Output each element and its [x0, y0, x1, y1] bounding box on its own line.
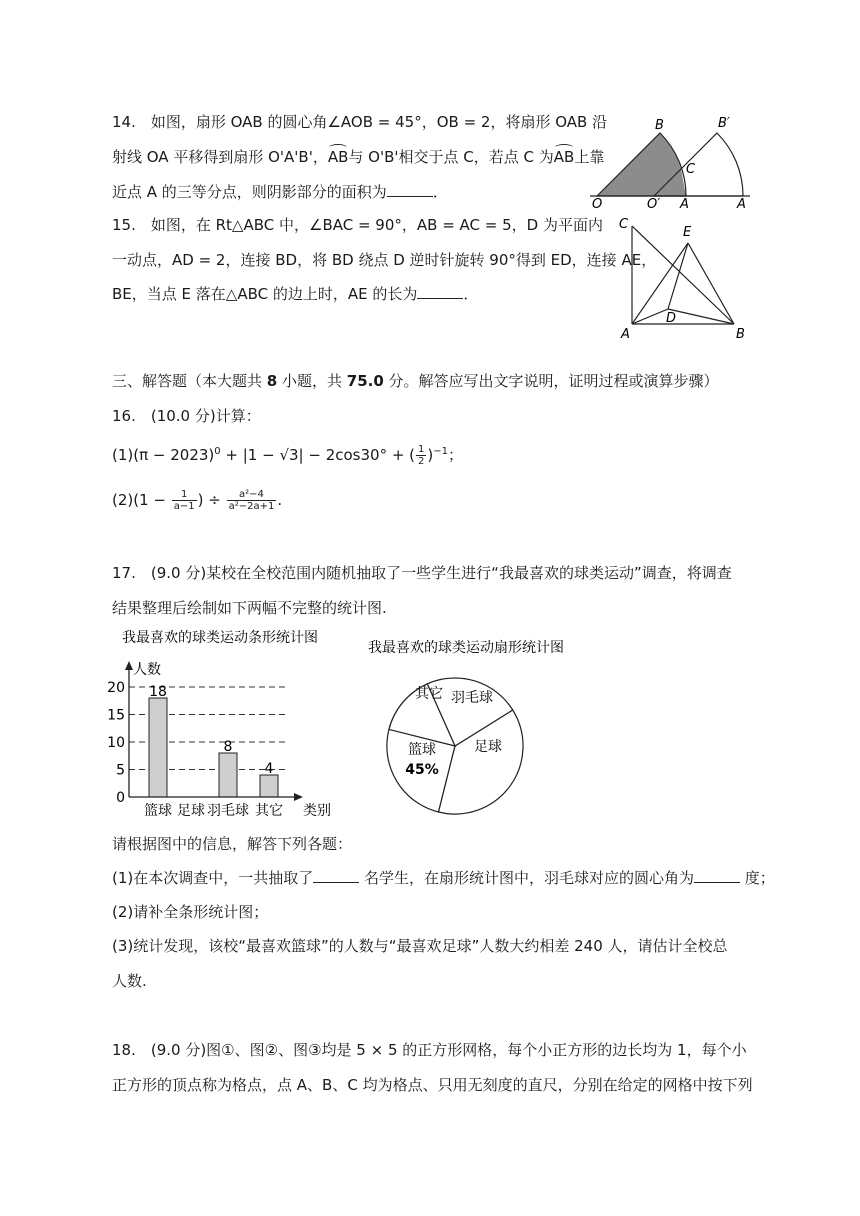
bar-value-label: 8	[223, 739, 233, 755]
y-tick-label: 20	[107, 680, 125, 696]
bar-chart	[107, 625, 362, 820]
x-category-label: 其它	[255, 803, 283, 819]
q16-title: 16. (10.0 分)计算：	[112, 407, 261, 425]
q15-answer-blank[interactable]	[417, 284, 463, 299]
q14-label-B: B	[655, 118, 664, 133]
y-tick-label: 10	[107, 735, 125, 751]
section3-heading: 三、解答题（本大题共 8 小题，共 75.0 分。解答应写出文字说明，证明过程或演算步骤）	[112, 372, 719, 390]
q17-sub3-line2: 人数.	[112, 972, 147, 990]
q14-line1: 14. 如图，扇形 OAB 的圆心角∠AOB = 45°，OB = 2，将扇形 OAB 沿	[112, 113, 608, 131]
x-category-label: 羽毛球	[207, 803, 249, 819]
y-tick-label: 15	[107, 707, 125, 724]
q14-sector-figure	[585, 108, 755, 212]
pie-percent-label: 45%	[405, 762, 439, 778]
bar-value-label: 18	[149, 684, 167, 700]
q14-line2-b: 与 O'B'相交于点 C，若点 C 为	[348, 148, 554, 166]
q15-line3-b: ．	[463, 285, 479, 303]
q17-blank-total[interactable]	[313, 868, 359, 883]
q15-line3-a: BE，当点 E 落在△ABC 的边上时，AE 的长为	[112, 285, 418, 303]
q14-line3-a: 近点 A 的三等分点，则阴影部分的面积为	[112, 183, 387, 201]
q15-label-B: B	[736, 327, 745, 342]
q17-sub2: (2)请补全条形统计图；	[112, 903, 269, 921]
q14-label-A: A	[680, 197, 689, 212]
bar-chart-xlabel: 类别	[303, 803, 331, 819]
pie-chart	[360, 635, 600, 835]
q17-line1: 17. (9.0 分)某校在全校范围内随机抽取了一些学生进行“我最喜欢的球类运动”调查，将调查	[112, 564, 732, 582]
pie-chart-title: 我最喜欢的球类运动扇形统计图	[368, 640, 564, 656]
bar	[149, 698, 167, 797]
q14-label-Ap: A	[737, 197, 746, 212]
pie-slice-label: 羽毛球	[451, 690, 493, 706]
q14-line2-c: 上靠	[574, 148, 605, 166]
q17-line2: 结果整理后绘制如下两幅不完整的统计图.	[112, 599, 387, 617]
pie-slice-label: 篮球	[408, 742, 436, 758]
pie-slice-label: 其它	[415, 686, 443, 702]
x-category-label: 篮球	[144, 803, 172, 819]
q15-triangle-figure	[612, 212, 762, 342]
q14-line3	[112, 182, 448, 202]
x-category-label: 足球	[177, 803, 205, 819]
q16-part2: (2)(1 − $\frac{1}{a-1}$ ) ÷ $\frac{\text{a²−4}}{\text{a²−2a+1}}$ .	[112, 489, 283, 512]
q15-line3	[112, 284, 478, 304]
q15-label-D: D	[666, 311, 677, 326]
q14-label-C: C	[686, 162, 696, 177]
q17-blank-angle[interactable]	[694, 868, 740, 883]
q15-label-C: C	[619, 217, 629, 232]
q15-label-E: E	[683, 225, 692, 240]
q18-line2: 正方形的顶点称为格点，点 A、B、C 均为格点、只用无刻度的直尺，分别在给定的网格中按下列	[112, 1076, 753, 1094]
q14-answer-blank[interactable]	[387, 182, 433, 197]
q14-arc-ab-1: AB	[328, 147, 349, 167]
y-tick-label: 0	[116, 790, 125, 806]
bar-value-label: 4	[264, 761, 274, 777]
q14-line2	[112, 147, 604, 167]
q16-part1: $(1)(\pi - 2023)^0 + |1 - √3| - 2\cos 30^\circ$ + ( $\frac{1}{2}$ )$^{-1}$；	[112, 444, 464, 467]
q14-line3-b: ．	[432, 183, 448, 201]
y-tick-label: 5	[116, 762, 125, 779]
bar-chart-ylabel: 人数	[133, 662, 161, 678]
q15-line1: 15. 如图，在 Rt△ABC 中，∠BAC = 90°，AB = AC = 5，D 为平面内	[112, 216, 603, 234]
q17-intro: 请根据图中的信息，解答下列各题：	[112, 835, 353, 853]
bar	[260, 775, 278, 797]
q18-line1: 18. (9.0 分)图①、图②、图③均是 5 × 5 的正方形网格，每个小正方形的边长均为 1，每个小	[112, 1041, 747, 1059]
pie-slice-label: 足球	[474, 739, 502, 755]
q15-label-A: A	[621, 327, 630, 342]
q14-label-Op: O′	[647, 197, 661, 212]
bar-chart-title: 我最喜欢的球类运动条形统计图	[122, 630, 318, 646]
q17-sub3-line1: (3)统计发现，该校“最喜欢篮球”的人数与“最喜欢足球”人数大约相差 240 人，请估计全校总	[112, 937, 728, 955]
q14-arc-ab-2: AB	[554, 147, 575, 167]
q14-line2-a: 射线 OA 平移得到扇形 O'A'B'，	[112, 148, 328, 166]
q14-label-Bp: B′	[718, 116, 730, 131]
q15-line2: 一动点，AD = 2，连接 BD，将 BD 绕点 D 逆时针旋转 90°得到 ED，连接 AE，	[112, 251, 657, 269]
q17-sub1: (1)在本次调查中，一共抽取了 名学生，在扇形统计图中，羽毛球对应的圆心角为 度；	[112, 869, 775, 887]
bar	[219, 753, 237, 797]
q14-label-O: O	[592, 197, 603, 212]
